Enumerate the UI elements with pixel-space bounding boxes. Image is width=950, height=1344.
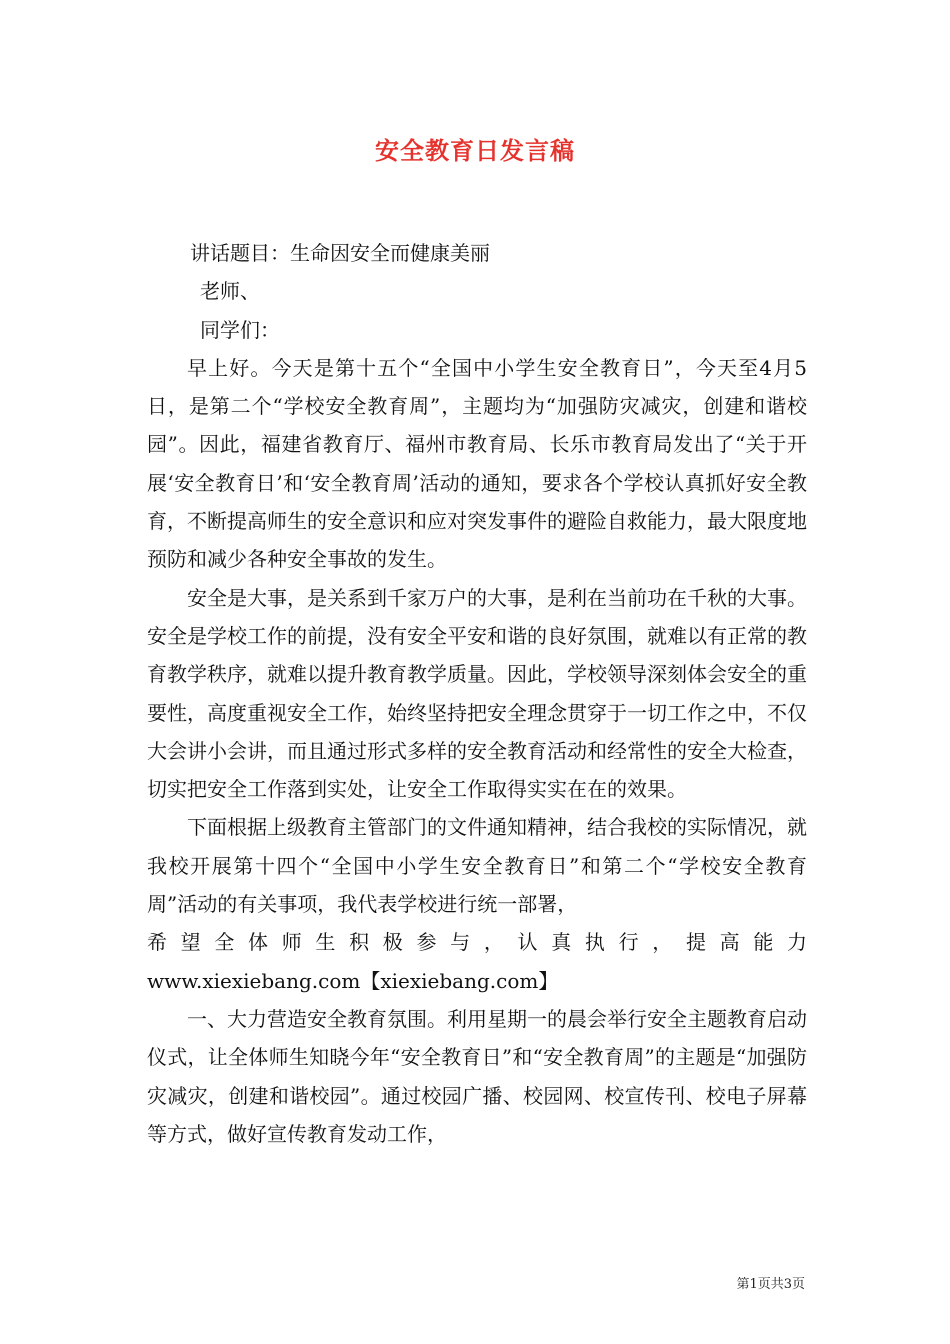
url-line: www.xiexiebang.com【xiexiebang.com】	[147, 968, 559, 993]
paragraph-1: 早上好。今天是第十五个“全国中小学生安全教育日”，今天至4月5日，是第二个“学校安全教育周”，主题均为“加强防灾减灾，创建和谐校园”。因此，福建省教育厅、福州市教育局、长乐市教育局发出了“关于开展‘安全教育日’和‘安全教育周’活动的通知，要求各个学校认真抓好安全教育，不断提高师生的安全意识和应对突发事件的避险自救能力，最大限度地预防和减少各种安全事故的发生。	[147, 355, 807, 572]
salutation-teachers: 老师、	[200, 279, 260, 304]
paragraph-4: 一、大力营造安全教育氛围。利用星期一的晨会举行安全主题教育启动仪式，让全体师生知晓今年“安全教育日”和“安全教育周”的主题是“加强防灾减灾，创建和谐校园”。通过校园广播、校园网、校宣传刊、校电子屏幕等方式，做好宣传教育发动工作，	[147, 1006, 807, 1146]
document-body	[147, 234, 807, 1153]
paragraph-2: 安全是大事，是关系到千家万户的大事，是利在当前功在千秋的大事。安全是学校工作的前提，没有安全平安和谐的良好氛围，就难以有正常的教育教学秩序，就难以提升教育教学质量。因此，学校领导深刻体会安全的重要性，高度重视安全工作，始终坚持把安全理念贯穿于一切工作之中，不仅大会讲小会讲，而且通过形式多样的安全教育活动和经常性的安全大检查，切实把安全工作落到实处，让安全工作取得实实在在的效果。	[147, 585, 807, 802]
salutation-students: 同学们：	[200, 317, 280, 342]
document-title: 安全教育日发言稿	[375, 136, 575, 165]
paragraph-3-spread-line: 希望全体师生积极参与，认真执行，提高能力	[147, 930, 807, 955]
page-number: 第1页共3页	[736, 1277, 805, 1292]
topic-line: 讲话题目：生命因安全而健康美丽	[190, 241, 490, 265]
paragraph-3: 下面根据上级教育主管部门的文件通知精神，结合我校的实际情况，就我校开展第十四个“全国中小学生安全教育日”和第二个“学校安全教育周”活动的有关事项，我代表学校进行统一部署，	[147, 815, 807, 917]
